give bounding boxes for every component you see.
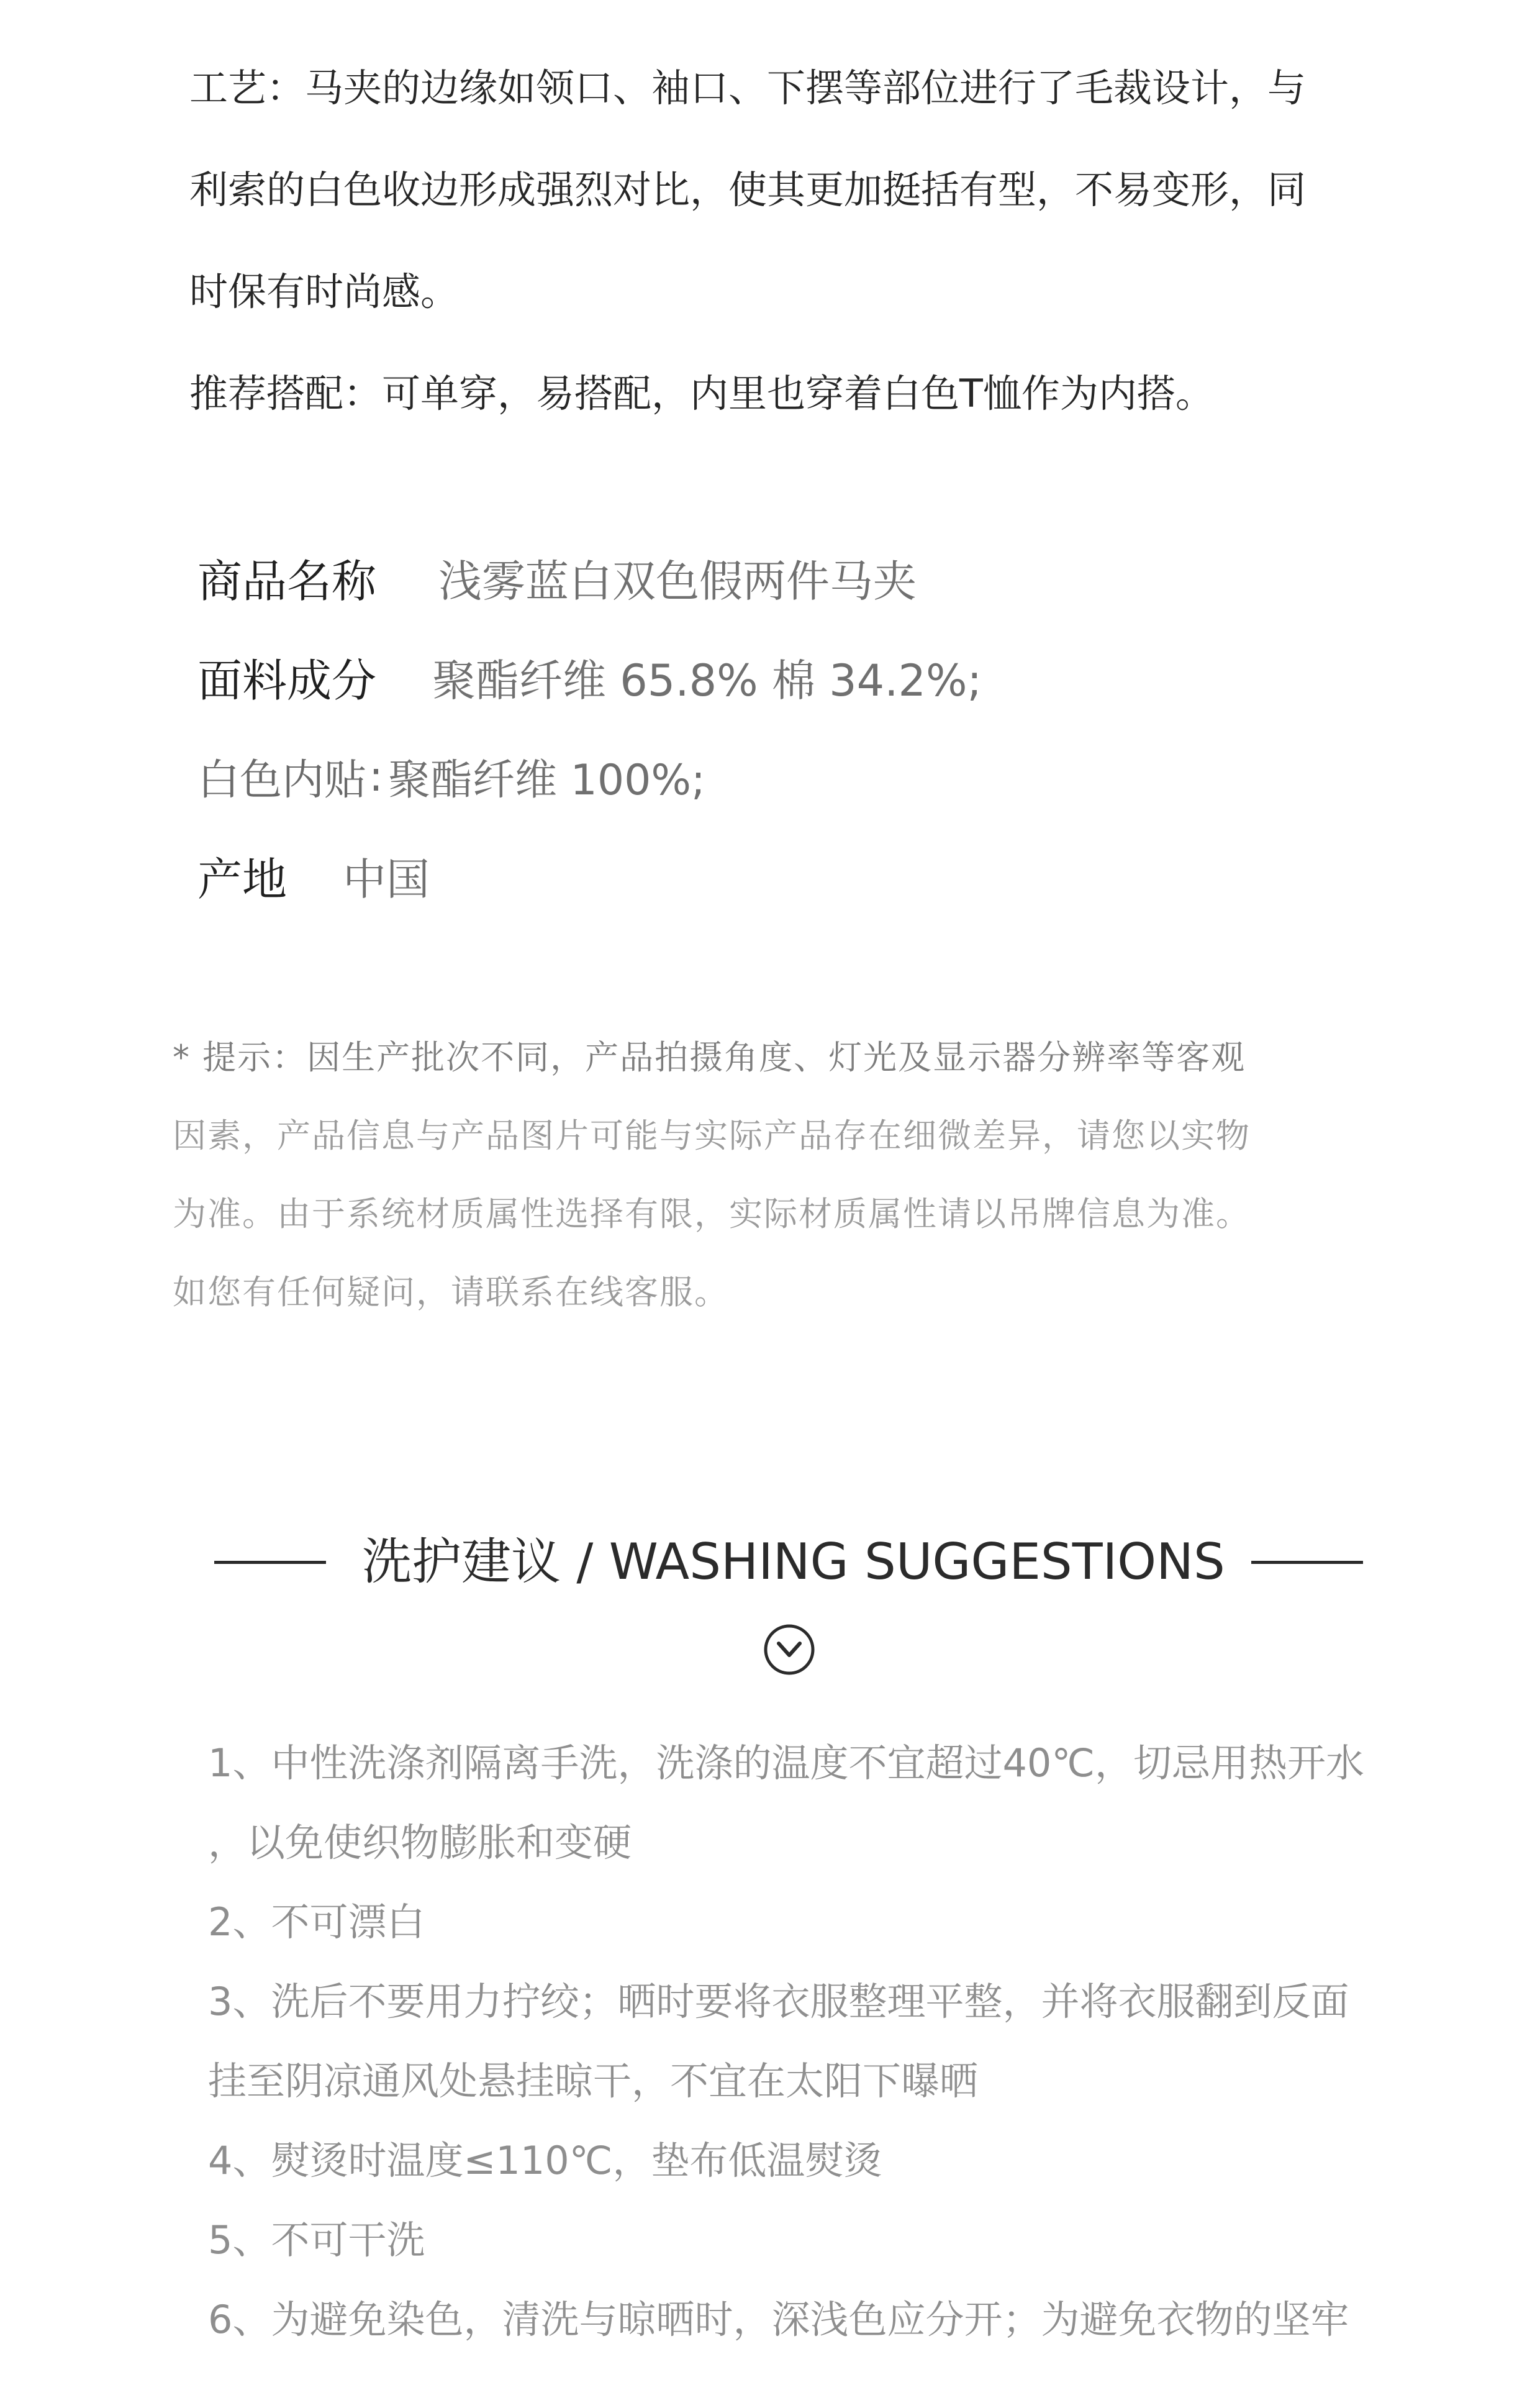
spec-label: 产地 [197, 853, 288, 906]
spec-fabric [197, 627, 982, 727]
divider-left [214, 1561, 326, 1564]
spec-label: 商品名称 [197, 555, 377, 607]
spec-value: 聚酯纤维 100%; [387, 755, 705, 805]
disclaimer-line: 为准。由于系统材质属性选择有限，实际材质属性请以吊牌信息为准。 [173, 1194, 1251, 1233]
product-description [189, 37, 1357, 445]
washing-instruction: 2、不可漂白 [208, 1899, 425, 1945]
recommendation-line: 推荐搭配：可单穿，易搭配，内里也穿着白色T恤作为内搭。 [189, 371, 1214, 416]
description-line: 利索的白色收边形成强烈对比，使其更加挺括有型，不易变形，同 [189, 167, 1307, 212]
washing-instruction: 挂至阴凉通风处悬挂晾干，不宜在太阳下曝晒 [208, 2058, 979, 2104]
spec-value: 浅雾蓝白双色假两件马夹 [438, 555, 917, 607]
washing-instruction: 1、中性洗涤剂隔离手洗，洗涤的温度不宜超过40℃，切忌用热开水 [208, 1740, 1364, 1786]
spec-product-name [197, 528, 982, 627]
spec-separator: : [369, 752, 383, 801]
washing-instruction: 4、熨烫时温度≤110℃，垫布低温熨烫 [208, 2138, 882, 2183]
divider-right [1251, 1561, 1363, 1564]
spec-value: 聚酯纤维 65.8% 棉 34.2%; [432, 655, 982, 706]
spec-label: 白色内贴 [197, 755, 367, 805]
product-spec-list [197, 528, 982, 925]
disclaimer-note [173, 1019, 1352, 1332]
disclaimer-line: * 提示：因生产批次不同，产品拍摄角度、灯光及显示器分辨率等客观 [173, 1038, 1246, 1077]
section-title: 洗护建议 / WASHING SUGGESTIONS [362, 1533, 1225, 1591]
chevron-down-circle-icon [763, 1623, 816, 1676]
washing-section-header [214, 1525, 1363, 1599]
washing-instruction: 5、不可干洗 [208, 2217, 425, 2263]
disclaimer-line: 如您有任何疑问，请联系在线客服。 [173, 1273, 729, 1312]
spec-value: 中国 [343, 853, 430, 905]
spec-origin [197, 826, 982, 925]
washing-instruction: 3、洗后不要用力拧绞；晒时要将衣服整理平整，并将衣服翻到反面 [208, 1979, 1349, 2024]
spec-lining [197, 727, 982, 826]
washing-instruction: ，以免使织物膨胀和变硬 [208, 1820, 632, 1865]
disclaimer-line: 因素，产品信息与产品图片可能与实际产品存在细微差异，请您以实物 [173, 1116, 1251, 1155]
description-line: 时保有时尚感。 [189, 269, 460, 314]
spec-label: 面料成分 [197, 655, 377, 707]
washing-instructions-list [208, 1724, 1375, 2360]
washing-instruction: 6、为避免染色，清洗与晾晒时，深浅色应分开；为避免衣物的坚牢 [208, 2297, 1349, 2342]
description-line: 工艺：马夹的边缘如领口、袖口、下摆等部位进行了毛裁设计，与 [189, 65, 1307, 111]
